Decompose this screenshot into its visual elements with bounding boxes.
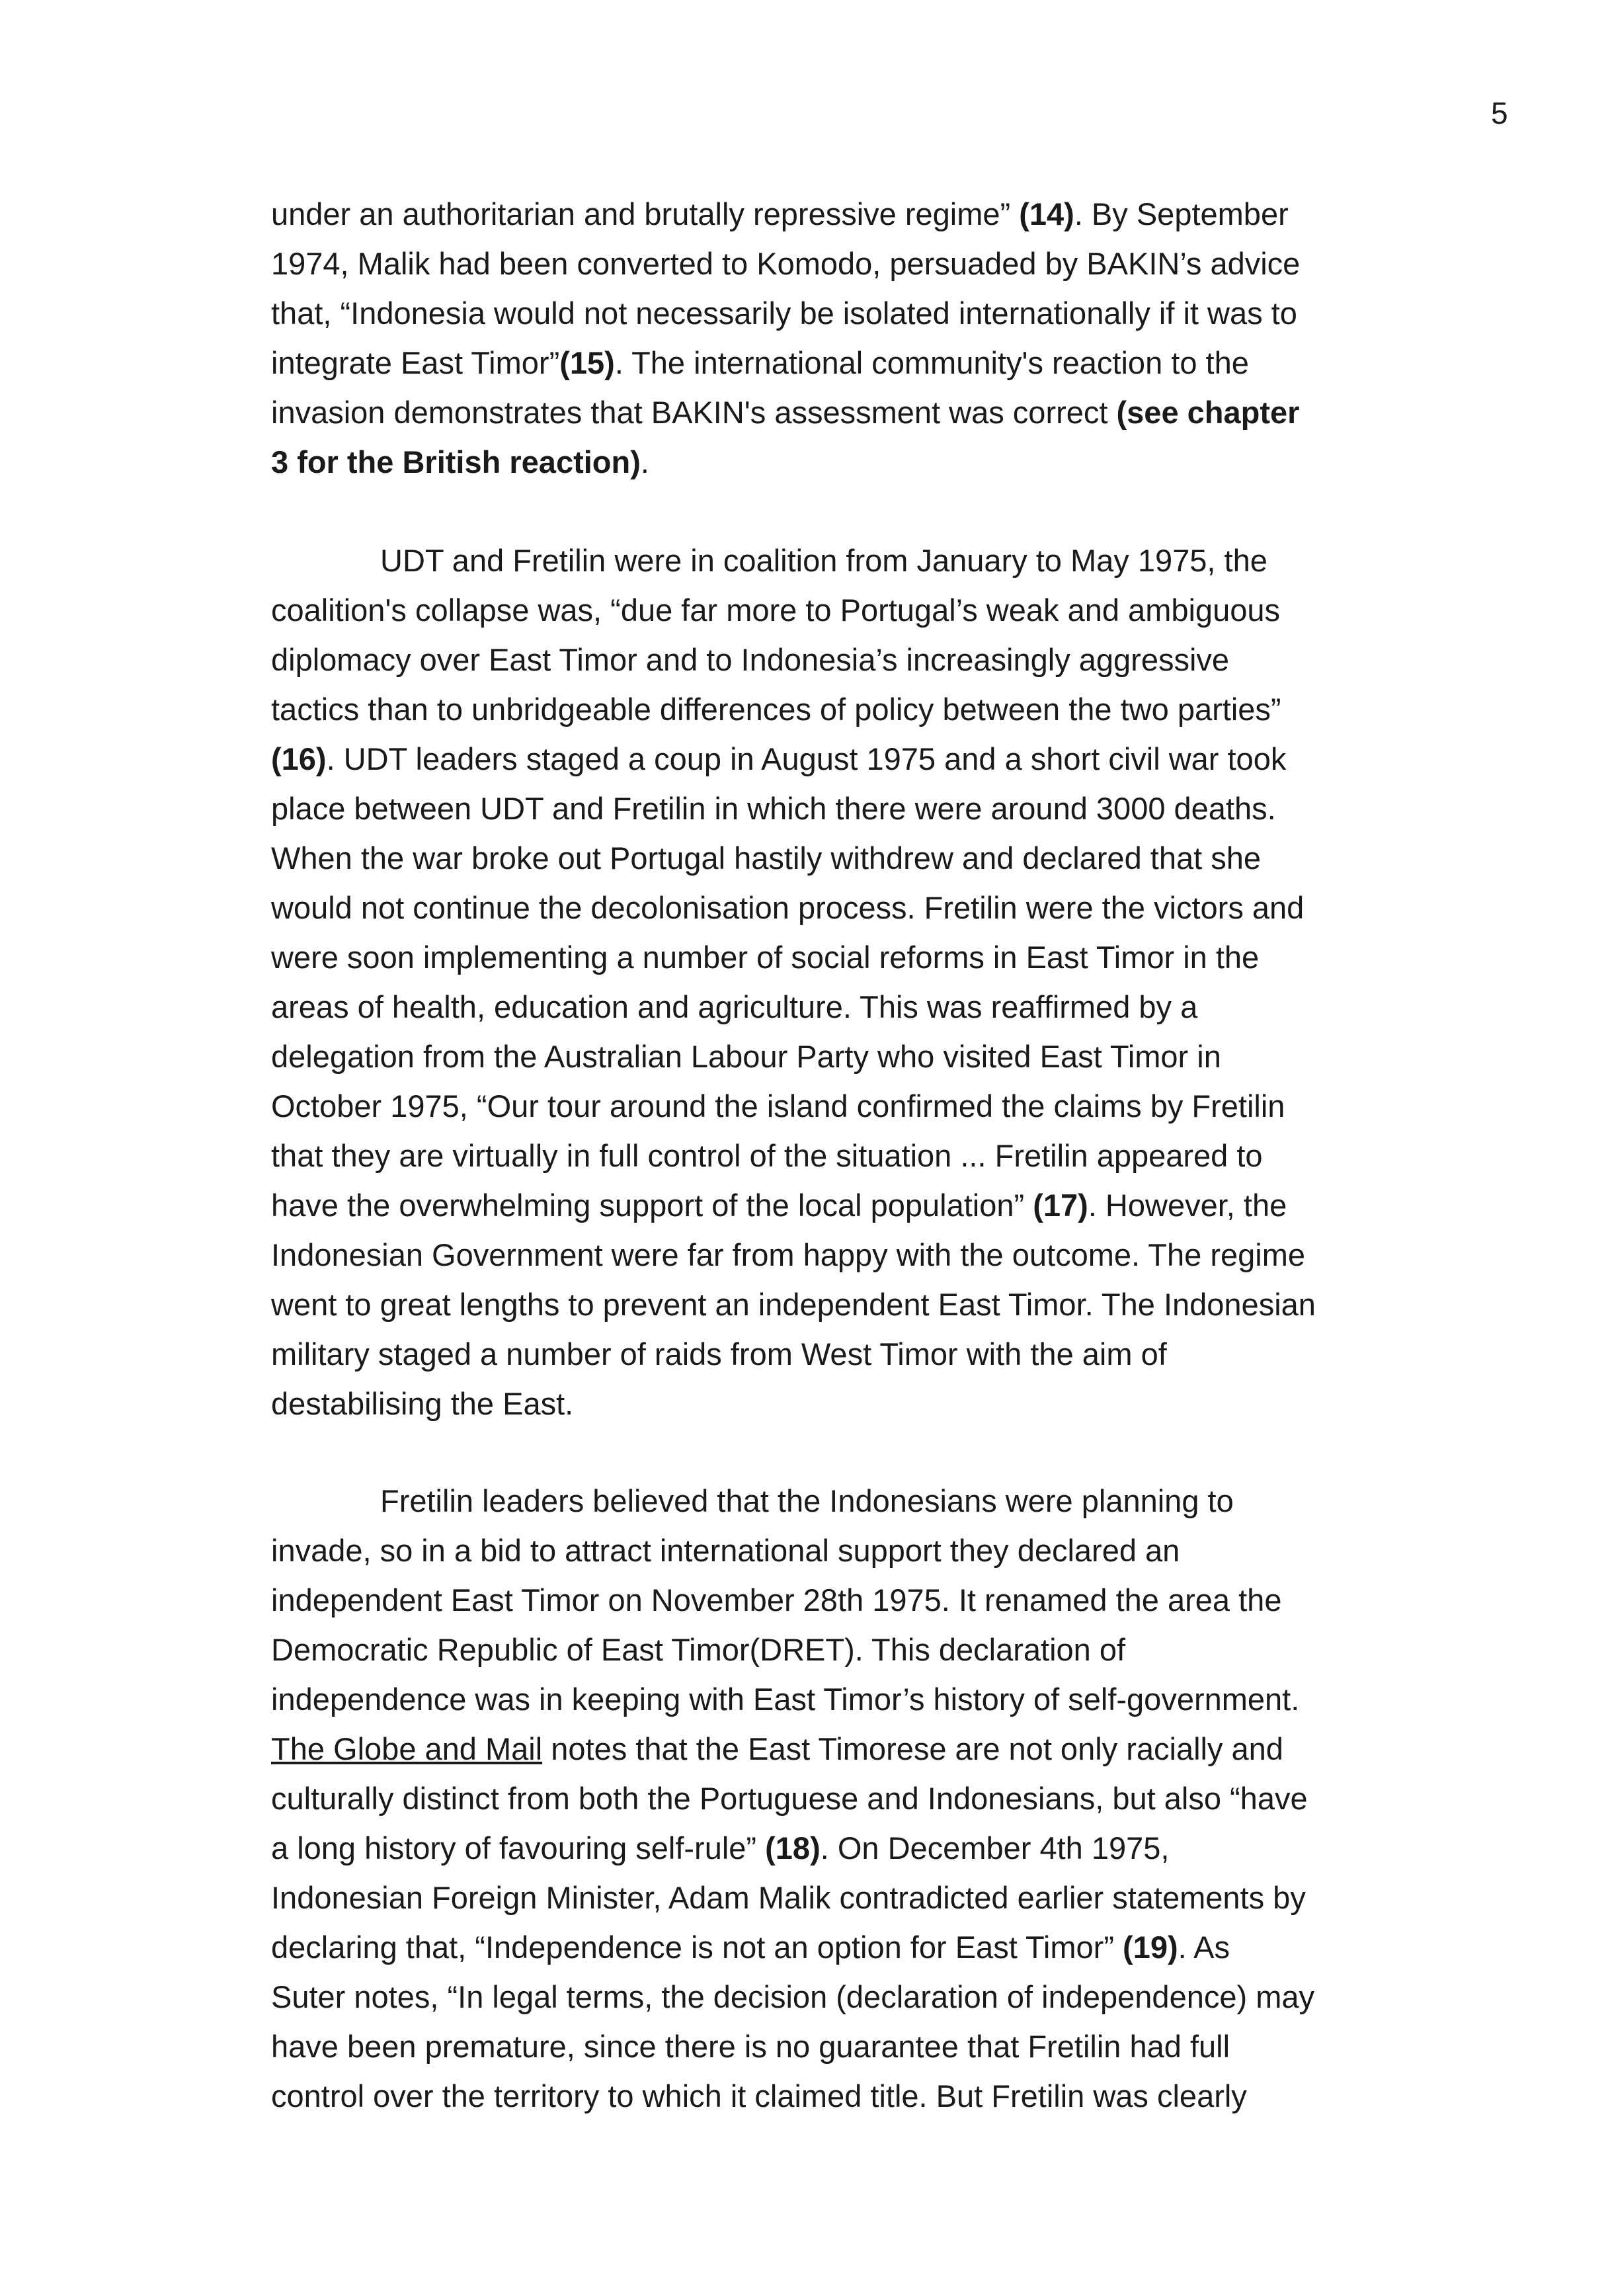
- citation-ref: (15): [559, 345, 615, 380]
- text-line: coalition's collapse was, “due far more to Portugal’s weak and ambiguous: [271, 593, 1280, 628]
- text-line: place between UDT and Fretilin in which there were around 3000 deaths.: [271, 791, 1276, 826]
- page-number: 5: [1491, 96, 1508, 130]
- text-line: [271, 437, 1435, 487]
- text-run: have the overwhelming support of the local population”: [271, 1188, 1033, 1223]
- text-run: . However, the: [1088, 1188, 1287, 1223]
- text-line: went to great lengths to prevent an independent East Timor. The Indonesian: [271, 1287, 1316, 1322]
- paragraph-3: [271, 1476, 1435, 2121]
- text-line: Suter notes, “In legal terms, the decision (declaration of independence) may: [271, 1979, 1314, 2014]
- text-line: invade, so in a bid to attract international support they declared an: [271, 1533, 1180, 1568]
- text-line: independent East Timor on November 28th 1975. It renamed the area the: [271, 1582, 1282, 1618]
- text-run: . On December 4th 1975,: [820, 1830, 1170, 1866]
- text-line: would not continue the decolonisation process. Fretilin were the victors and: [271, 890, 1305, 925]
- text-line: [271, 1823, 1435, 1873]
- text-run: declaring that, “Independence is not an option for East Timor”: [271, 1930, 1123, 1965]
- text-line: [271, 189, 1435, 239]
- text-line: destabilising the East.: [271, 1386, 574, 1421]
- citation-ref: (16): [271, 741, 327, 776]
- text-line: areas of health, education and agriculture. This was reaffirmed by a: [271, 989, 1198, 1024]
- text-line: that they are virtually in full control of the situation ... Fretilin appeared to: [271, 1138, 1263, 1173]
- citation-ref: (19): [1123, 1930, 1178, 1965]
- text-line: Indonesian Foreign Minister, Adam Malik contradicted earlier statements by: [271, 1880, 1306, 1915]
- text-line: diplomacy over East Timor and to Indonesia’s increasingly aggressive: [271, 642, 1230, 677]
- citation-ref: (17): [1033, 1188, 1088, 1223]
- text-line: UDT and Fretilin were in coalition from January to May 1975, the: [380, 543, 1267, 578]
- text-run: . By September: [1074, 196, 1289, 231]
- text-line: October 1975, “Our tour around the island confirmed the claims by Fretilin: [271, 1088, 1285, 1124]
- text-run: notes that the East Timorese are not only racially and: [542, 1731, 1283, 1766]
- paragraph-1: [271, 189, 1435, 487]
- paragraph-2: [271, 536, 1435, 1428]
- publication-title: The Globe and Mail: [271, 1731, 543, 1766]
- text-line: culturally distinct from both the Portuguese and Indonesians, but also “have: [271, 1781, 1308, 1816]
- text-run: . The international community's reaction to the: [614, 345, 1249, 380]
- text-line: were soon implementing a number of social reforms in East Timor in the: [271, 940, 1260, 975]
- text-line: [271, 338, 1435, 388]
- text-line: Fretilin leaders believed that the Indonesians were planning to: [380, 1483, 1234, 1518]
- text-line: have been premature, since there is no guarantee that Fretilin had full: [271, 2029, 1230, 2064]
- text-line: tactics than to unbridgeable differences of policy between the two parties”: [271, 692, 1281, 727]
- text-line: [271, 1922, 1435, 1972]
- citation-ref: (18): [765, 1830, 821, 1866]
- text-line: [271, 734, 1435, 784]
- text-run: invasion demonstrates that BAKIN's assessment was correct: [271, 395, 1117, 430]
- text-line: 1974, Malik had been converted to Komodo, persuaded by BAKIN’s advice: [271, 246, 1301, 281]
- citation-ref: (14): [1019, 196, 1074, 231]
- text-line: [271, 388, 1435, 437]
- text-line: control over the territory to which it claimed title. But Fretilin was clearly: [271, 2078, 1247, 2113]
- text-line: [271, 1180, 1435, 1230]
- text-line: When the war broke out Portugal hastily withdrew and declared that she: [271, 840, 1262, 876]
- text-line: delegation from the Australian Labour Party who visited East Timor in: [271, 1039, 1221, 1074]
- text-line: Indonesian Government were far from happy with the outcome. The regime: [271, 1237, 1305, 1272]
- text-line: military staged a number of raids from West Timor with the aim of: [271, 1336, 1167, 1372]
- cross-reference: 3 for the British reaction): [271, 444, 641, 479]
- text-line: [271, 1724, 1435, 1774]
- text-run: under an authoritarian and brutally repressive regime”: [271, 196, 1020, 231]
- text-run: .: [640, 444, 649, 479]
- text-line: independence was in keeping with East Timor’s history of self-government.: [271, 1682, 1300, 1717]
- text-line: Democratic Republic of East Timor(DRET). This declaration of: [271, 1632, 1126, 1667]
- text-run: . UDT leaders staged a coup in August 1975 and a short civil war took: [326, 741, 1287, 776]
- text-run: integrate East Timor”: [271, 345, 560, 380]
- text-run: a long history of favouring self-rule”: [271, 1830, 766, 1866]
- text-line: that, “Indonesia would not necessarily be isolated internationally if it was to: [271, 296, 1297, 331]
- text-run: . As: [1178, 1930, 1230, 1965]
- cross-reference: (see chapter: [1116, 395, 1300, 430]
